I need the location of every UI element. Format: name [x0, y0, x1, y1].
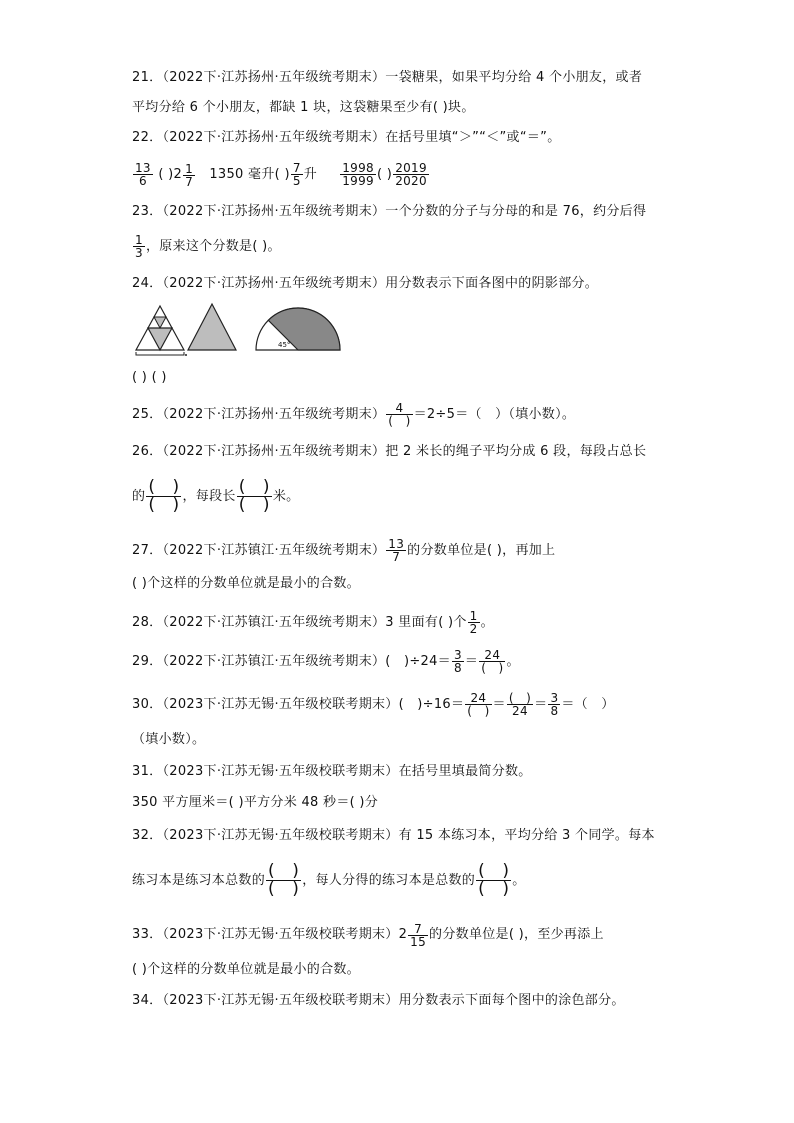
q33-line1: 33．（2023下·江苏无锡·五年级校联考期末） 2 $\frac{7}{15}$ 的分数单位是( )，至少再添上 [132, 918, 604, 952]
q32-line2: 练习本是练习本总数的 $\frac{( )}{( )}$ ，每人分得的练习本是总数的 $\frac{( )}{( )}$ 。 [132, 861, 526, 899]
fraction: $\frac{24}{( )}$ [467, 691, 490, 718]
q29-line: 29．（2022下·江苏镇江·五年级统考期末）( )÷24＝ $\frac{3}{8}$ ＝ $\frac{24}{( )}$ 。 [132, 648, 520, 675]
fraction: $\frac{4}{( )}$ [388, 401, 411, 428]
fraction: $\frac{( )}{24}$ [508, 691, 532, 718]
q24-figures [132, 300, 347, 358]
fraction: $\frac{13}{7}$ [388, 537, 405, 564]
fraction: $\frac{2019}{2020}$ [395, 161, 427, 188]
q28-line: 28．（2022下·江苏镇江·五年级统考期末）3 里面有( )个 $\frac{1}{2}$ 。 [132, 609, 494, 636]
fraction: $\frac{7}{5}$ [292, 161, 301, 188]
mixed-number: 2 $\frac{1}{7}$ [173, 161, 194, 189]
q30-line2: （填小数）。 [132, 732, 206, 747]
q31-line2: 350 平方厘米＝( )平方分米 48 秒＝( )分 [132, 795, 379, 810]
q30-line1: 30．（2023下·江苏无锡·五年级校联考期末）( )÷16＝ $\frac{24}{( )}$ ＝ $\frac{( )}{24}$ ＝ $\frac{3}{8}$ ＝（ ） [132, 691, 615, 718]
answer-blank[interactable]: 1350 毫升( ) [209, 167, 290, 182]
q22-items: $\frac{13}{6}$ ( ) 2 $\frac{1}{7}$ 1350 毫升( ) $\frac{7}{5}$ 升 $\frac{1998}{1999}$ ( ) $\frac{2019}{2020}$ [132, 158, 430, 192]
fraction-blank[interactable]: $\frac{( )}{( )}$ [268, 861, 300, 899]
fraction: $\frac{1998}{1999}$ [342, 161, 374, 188]
q23-line2: $\frac{1}{3}$ ，原来这个分数是( )。 [135, 233, 281, 260]
shaded-triangle-figure [188, 304, 236, 350]
q25-line: 25．（2022下·江苏扬州·五年级统考期末） $\frac{4}{( )}$ ＝2÷5＝（ ）（填小数）。 [132, 401, 576, 428]
fraction-blank[interactable]: $\frac{( )}{( )}$ [148, 477, 180, 515]
q21-line1: 21．（2022下·江苏扬州·五年级统考期末）一袋糖果，如果平均分给 4 个小朋友，或者 [132, 70, 643, 85]
answer-blank[interactable]: ( ) [377, 167, 393, 182]
fraction: $\frac{3}{8}$ [453, 648, 462, 675]
fraction: $\frac{1}{2}$ [469, 609, 478, 636]
q22-text: 22．（2022下·江苏扬州·五年级统考期末）在括号里填“＞”“＜”或“＝”。 [132, 130, 561, 145]
fraction: $\frac{13}{6}$ [135, 161, 151, 188]
q26-line2: 的 $\frac{( )}{( )}$ ，每段长 $\frac{( )}{( )}$ 米。 [132, 477, 300, 515]
q21-line2: 平均分给 6 个小朋友，都缺 1 块，这袋糖果至少有( )块。 [132, 100, 475, 115]
fraction: $\frac{1}{3}$ [135, 233, 143, 260]
q27-line1: 27．（2022下·江苏镇江·五年级统考期末） $\frac{13}{7}$ 的分数单位是( )，再加上 [132, 537, 556, 564]
fraction: $\frac{3}{8}$ [550, 691, 559, 718]
q23-line1: 23．（2022下·江苏扬州·五年级统考期末）一个分数的分子与分母的和是 76，约分后得 [132, 204, 647, 219]
q32-line1: 32．（2023下·江苏无锡·五年级校联考期末）有 15 本练习本，平均分给 3 个同学。每本 [132, 828, 655, 843]
q24-text: 24．（2022下·江苏扬州·五年级统考期末）用分数表示下面各图中的阴影部分。 [132, 276, 599, 291]
divided-triangle-figure [136, 306, 187, 356]
q26-line1: 26．（2022下·江苏扬州·五年级统考期末）把 2 米长的绳子平均分成 6 段，每段占总长 [132, 444, 647, 459]
fraction-blank[interactable]: $\frac{( )}{( )}$ [238, 477, 270, 515]
answer-blank[interactable]: ( ) [158, 167, 174, 182]
q27-line2: ( )个这样的分数单位就是最小的合数。 [132, 576, 360, 591]
angle-label: 45° [278, 341, 291, 349]
fraction: $\frac{24}{( )}$ [481, 648, 504, 675]
q34-text: 34．（2023下·江苏无锡·五年级校联考期末）用分数表示下面每个图中的涂色部分。 [132, 993, 625, 1008]
mixed-number: 2 $\frac{7}{15}$ [398, 921, 427, 949]
q31-text: 31．（2023下·江苏无锡·五年级校联考期末）在括号里填最简分数。 [132, 764, 532, 779]
q24-answers[interactable]: ( ) ( ) [132, 370, 167, 385]
q33-line2: ( )个这样的分数单位就是最小的合数。 [132, 962, 360, 977]
semicircle-figure [256, 308, 340, 350]
fraction-blank[interactable]: $\frac{( )}{( )}$ [478, 861, 510, 899]
